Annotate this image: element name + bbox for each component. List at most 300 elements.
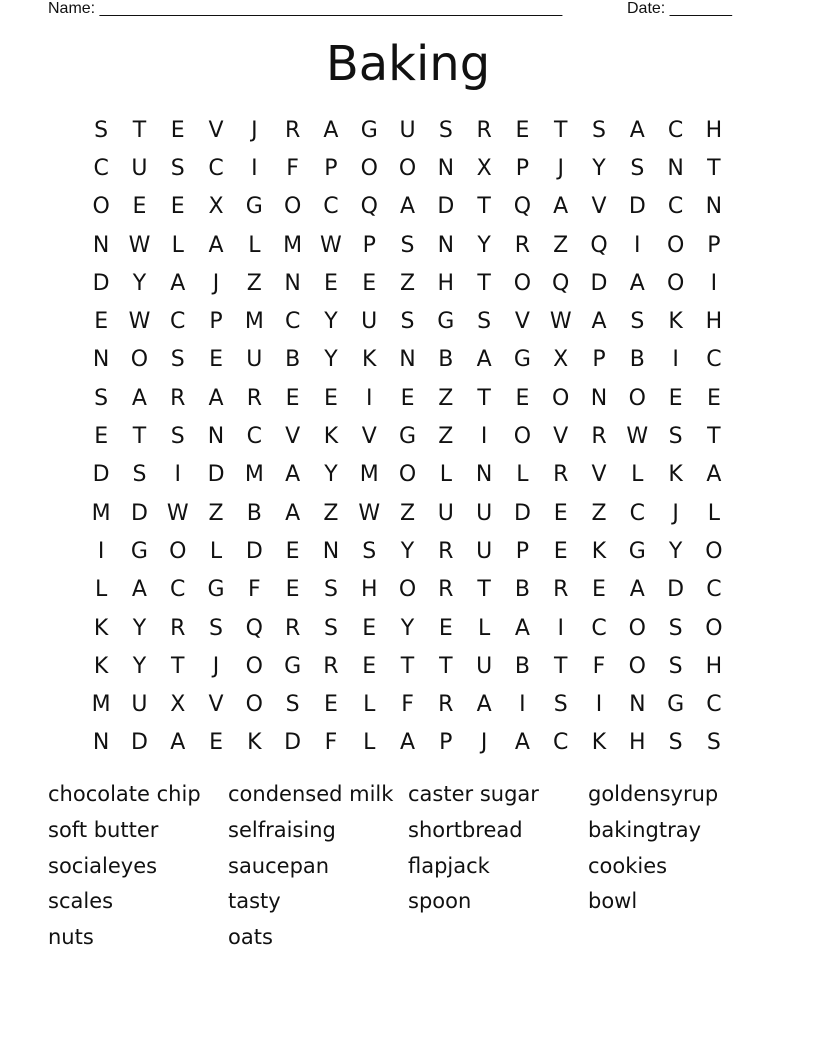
grid-letter[interactable]: I [365,385,373,411]
grid-letter[interactable]: A [476,347,492,373]
grid-letter[interactable]: M [283,232,303,258]
grid-letter[interactable]: S [362,538,377,564]
grid-letter[interactable]: C [323,194,339,220]
grid-letter[interactable]: Y [132,615,147,641]
grid-letter[interactable]: E [94,424,109,450]
grid-letter[interactable]: D [667,577,685,603]
grid-letter[interactable]: T [400,653,415,679]
grid-letter[interactable]: Y [324,462,338,488]
word-list-item: caster sugar [408,782,539,806]
name-field[interactable] [48,0,562,20]
grid-letter[interactable]: N [399,347,416,373]
grid-letter[interactable]: L [477,615,491,641]
grid-letter[interactable]: K [247,730,262,756]
grid-letter[interactable]: B [514,653,530,679]
grid-letter[interactable]: D [245,538,263,564]
grid-letter[interactable]: R [438,538,454,564]
grid-letter[interactable]: S [94,117,109,143]
grid-letter[interactable]: I [97,538,105,564]
grid-letter[interactable]: V [208,117,224,143]
grid-letter[interactable]: I [174,462,181,488]
grid-letter[interactable]: D [590,270,608,296]
grid-letter[interactable]: G [245,194,263,220]
grid-letter[interactable]: E [209,347,223,373]
grid-letter[interactable]: A [629,117,645,143]
grid-letter[interactable]: Y [132,270,147,296]
grid-letter[interactable]: N [92,347,110,373]
grid-letter[interactable]: Q [245,615,263,641]
grid-letter[interactable]: H [360,577,378,603]
grid-letter[interactable]: S [630,155,645,181]
grid-letter[interactable]: C [706,577,722,603]
grid-letter[interactable]: A [591,309,607,335]
grid-letter[interactable]: L [95,577,108,603]
grid-letter[interactable]: E [209,730,223,756]
grid-letter[interactable]: R [514,232,531,258]
grid-letter[interactable]: S [668,730,683,756]
grid-letter[interactable]: G [207,577,225,603]
grid-letter[interactable]: U [476,500,493,526]
grid-letter[interactable]: N [322,538,340,564]
grid-letter[interactable]: X [208,194,224,220]
grid-letter[interactable]: A [208,232,224,258]
grid-letter[interactable]: T [477,194,491,220]
grid-letter[interactable]: O [628,385,646,411]
grid-letter[interactable]: Y [400,538,415,564]
grid-letter[interactable]: W [128,232,151,258]
grid-letter[interactable]: F [248,577,261,603]
grid-letter[interactable]: O [283,194,302,220]
grid-letter[interactable]: I [595,692,603,718]
grid-letter[interactable]: C [667,117,684,143]
grid-letter[interactable]: P [209,309,223,335]
word-list [48,777,768,956]
grid-letter[interactable]: E [553,538,568,564]
grid-letter[interactable]: U [437,500,454,526]
grid-letter[interactable]: V [208,692,224,718]
grid-letter[interactable]: Z [399,500,416,526]
grid-letter[interactable]: R [591,424,607,450]
grid-letter[interactable]: E [400,385,415,411]
grid-letter[interactable]: V [361,424,377,450]
grid-letter[interactable]: D [207,462,225,488]
grid-letter[interactable]: A [285,462,301,488]
grid-letter[interactable]: A [514,615,530,641]
grid-letter[interactable]: H [705,117,723,143]
grid-letter[interactable]: I [634,232,641,258]
grid-letter[interactable]: Z [323,500,339,526]
date-blank-line[interactable]: _______ [669,0,732,17]
grid-letter[interactable]: A [131,385,147,411]
grid-letter[interactable]: K [93,615,109,641]
grid-letter[interactable]: T [132,424,147,450]
grid-letter[interactable]: F [324,730,338,756]
grid-letter[interactable]: I [710,270,718,296]
grid-letter[interactable]: N [590,385,608,411]
grid-letter[interactable]: B [246,500,262,526]
grid-letter[interactable]: S [170,347,185,373]
grid-letter[interactable]: Q [552,270,570,296]
grid-letter[interactable]: I [557,615,564,641]
grid-letter[interactable]: J [480,730,488,756]
grid-letter[interactable]: Z [553,232,569,258]
grid-letter[interactable]: P [592,347,606,373]
grid-letter[interactable]: O [666,270,685,296]
grid-letter[interactable]: C [591,615,607,641]
grid-letter[interactable]: A [399,194,416,220]
grid-letter[interactable]: P [515,155,530,181]
grid-letter[interactable]: B [514,577,530,603]
grid-letter[interactable]: L [248,232,261,258]
grid-letter[interactable]: E [285,538,300,564]
grid-letter[interactable]: R [476,117,492,143]
grid-letter[interactable]: H [437,270,455,296]
grid-letter[interactable]: O [398,577,417,603]
grid-letter[interactable]: E [592,577,606,603]
grid-letter[interactable]: M [244,309,264,335]
grid-letter[interactable]: E [706,385,721,411]
grid-letter[interactable]: U [476,653,493,679]
grid-letter[interactable]: P [362,232,376,258]
grid-letter[interactable]: G [284,653,302,679]
grid-letter[interactable]: P [515,538,530,564]
grid-letter[interactable]: E [323,270,338,296]
grid-letter[interactable]: G [398,424,417,450]
grid-letter[interactable]: A [476,692,492,718]
grid-letter[interactable]: T [132,117,147,143]
grid-letter[interactable]: A [285,500,301,526]
grid-letter[interactable]: L [631,462,644,488]
grid-letter[interactable]: U [361,309,378,335]
grid-letter[interactable]: O [628,653,646,679]
grid-letter[interactable]: A [553,194,569,220]
grid-letter[interactable]: H [705,309,723,335]
grid-letter[interactable]: H [629,730,646,756]
grid-letter[interactable]: R [553,462,569,488]
grid-letter[interactable]: D [130,730,148,756]
grid-letter[interactable]: T [171,653,185,679]
grid-letter[interactable]: C [93,155,109,181]
grid-letter[interactable]: E [285,577,300,603]
grid-letter[interactable]: C [284,309,301,335]
grid-letter[interactable]: I [480,424,488,450]
grid-letter[interactable]: P [439,730,453,756]
grid-letter[interactable]: W [626,424,649,450]
grid-letter[interactable]: J [557,155,564,181]
grid-letter[interactable]: U [131,155,148,181]
grid-letter[interactable]: L [516,462,529,488]
grid-letter[interactable]: R [323,653,339,679]
grid-letter[interactable]: D [437,194,455,220]
grid-letter[interactable]: R [438,577,454,603]
grid-letter[interactable]: E [362,653,377,679]
grid-letter[interactable]: T [707,424,721,450]
grid-letter[interactable]: X [170,692,186,718]
grid-letter[interactable]: S [94,385,109,411]
grid-letter[interactable]: Z [399,270,416,296]
grid-letter[interactable]: Z [591,500,607,526]
grid-letter[interactable]: Y [668,538,683,564]
grid-letter[interactable]: D [92,462,110,488]
grid-letter[interactable]: E [553,500,568,526]
grid-letter[interactable]: O [245,692,263,718]
grid-letter[interactable]: Z [438,385,454,411]
grid-letter[interactable]: F [286,155,299,181]
grid-letter[interactable]: N [207,424,225,450]
grid-letter[interactable]: F [592,653,606,679]
grid-letter[interactable]: O [398,155,417,181]
grid-letter[interactable]: S [438,117,453,143]
grid-letter[interactable]: D [284,730,302,756]
grid-letter[interactable]: N [475,462,493,488]
grid-letter[interactable]: A [131,577,147,603]
word-list-item: nuts [48,925,94,950]
grid-letter[interactable]: C [667,194,684,220]
grid-letter[interactable]: Y [400,615,415,641]
word-search-grid [82,111,733,762]
grid-letter[interactable]: E [285,385,300,411]
grid-letter[interactable]: O [513,424,532,450]
grid-letter[interactable]: Y [132,653,147,679]
grid-letter[interactable]: Q [590,232,608,258]
grid-letter[interactable]: N [629,692,646,718]
grid-letter[interactable]: S [400,232,415,258]
grid-letter[interactable]: U [399,117,416,143]
grid-letter[interactable]: K [323,424,339,450]
grid-letter[interactable]: M [359,462,379,488]
grid-letter[interactable]: S [553,692,568,718]
grid-letter[interactable]: N [437,232,455,258]
grid-letter[interactable]: X [476,155,492,181]
grid-letter[interactable]: S [132,462,147,488]
grid-letter[interactable]: O [398,462,417,488]
grid-letter[interactable]: C [629,500,645,526]
date-field[interactable] [627,0,732,20]
grid-letter[interactable]: C [706,347,722,373]
grid-letter[interactable]: P [324,155,338,181]
grid-letter[interactable]: L [439,462,452,488]
grid-letter[interactable]: D [130,500,148,526]
grid-letter[interactable]: N [667,155,684,181]
grid-letter[interactable]: S [323,615,338,641]
grid-letter[interactable]: G [130,538,148,564]
grid-letter[interactable]: E [132,194,147,220]
grid-letter[interactable]: R [170,385,186,411]
grid-letter[interactable]: O [130,347,149,373]
grid-letter[interactable]: O [628,615,646,641]
grid-letter[interactable]: A [514,730,530,756]
grid-letter[interactable]: N [92,232,110,258]
grid-letter[interactable]: M [244,462,264,488]
grid-letter[interactable]: Y [324,309,338,335]
grid-letter[interactable]: P [707,232,721,258]
grid-letter[interactable]: N [284,270,301,296]
grid-letter[interactable]: L [363,730,376,756]
grid-letter[interactable]: B [438,347,454,373]
grid-letter[interactable]: E [323,692,338,718]
grid-letter[interactable]: L [707,500,721,526]
grid-letter[interactable]: E [94,309,109,335]
grid-letter[interactable]: E [438,615,453,641]
grid-letter[interactable]: A [208,385,224,411]
grid-letter[interactable]: L [209,538,223,564]
grid-letter[interactable]: E [515,385,530,411]
grid-letter[interactable]: S [668,615,683,641]
grid-letter[interactable]: G [360,117,378,143]
grid-letter[interactable]: V [514,309,530,335]
grid-letter[interactable]: G [628,538,646,564]
grid-letter[interactable]: B [285,347,301,373]
grid-letter[interactable]: W [358,500,381,526]
grid-letter[interactable]: R [438,692,454,718]
grid-letter[interactable]: Q [360,194,378,220]
grid-letter[interactable]: M [91,500,111,526]
grid-letter[interactable]: U [476,538,493,564]
grid-letter[interactable]: J [212,653,220,679]
grid-letter[interactable]: C [246,424,263,450]
grid-letter[interactable]: U [131,692,148,718]
grid-letter[interactable]: A [399,730,416,756]
grid-letter[interactable]: O [666,232,685,258]
grid-letter[interactable]: R [170,615,186,641]
grid-letter[interactable]: R [284,117,301,143]
grid-letter[interactable]: L [363,692,376,718]
grid-letter[interactable]: S [400,309,415,335]
grid-letter[interactable]: S [170,155,185,181]
grid-letter[interactable]: T [553,117,568,143]
grid-letter[interactable]: E [170,117,185,143]
grid-letter[interactable]: V [285,424,301,450]
grid-letter[interactable]: O [360,155,378,181]
grid-letter[interactable]: H [705,653,723,679]
grid-letter[interactable]: G [437,309,455,335]
grid-letter[interactable]: A [629,270,645,296]
grid-letter[interactable]: A [629,577,645,603]
grid-letter[interactable]: J [251,117,258,143]
grid-letter[interactable]: E [362,270,377,296]
grid-letter[interactable]: T [553,653,568,679]
grid-letter[interactable]: T [439,653,453,679]
grid-letter[interactable]: Y [324,347,338,373]
grid-letter[interactable]: Z [246,270,262,296]
grid-letter[interactable]: R [284,615,301,641]
grid-letter[interactable]: W [128,309,151,335]
grid-letter[interactable]: O [552,385,570,411]
grid-letter[interactable]: T [477,385,491,411]
grid-letter[interactable]: S [170,424,185,450]
grid-letter[interactable]: S [323,577,338,603]
grid-letter[interactable]: Z [208,500,224,526]
grid-letter[interactable]: K [668,309,683,335]
grid-letter[interactable]: V [591,462,607,488]
grid-letter[interactable]: V [553,424,569,450]
grid-letter[interactable]: T [477,270,491,296]
grid-letter[interactable]: D [92,270,110,296]
name-blank-line[interactable]: ____________________________________________________ [99,0,563,17]
grid-letter[interactable]: K [93,653,109,679]
grid-letter[interactable]: O [169,538,187,564]
grid-letter[interactable]: S [209,615,224,641]
grid-letter[interactable]: Y [477,232,491,258]
grid-letter[interactable]: O [92,194,110,220]
grid-letter[interactable]: C [170,309,186,335]
grid-letter[interactable]: Y [592,155,606,181]
grid-letter[interactable]: N [705,194,723,220]
grid-letter[interactable]: X [553,347,569,373]
grid-letter[interactable]: A [170,270,186,296]
grid-letter[interactable]: I [672,347,679,373]
grid-letter[interactable]: Q [513,194,532,220]
grid-letter[interactable]: W [549,309,572,335]
grid-letter[interactable]: S [706,730,721,756]
grid-letter[interactable]: K [362,347,377,373]
word-list-item: cookies [588,853,668,878]
grid-letter[interactable]: S [285,692,300,718]
grid-letter[interactable]: I [519,692,526,718]
grid-letter[interactable]: K [591,730,607,756]
grid-letter[interactable]: K [668,462,683,488]
word-list-item: bakingtray [588,817,701,842]
grid-letter[interactable]: O [513,270,532,296]
grid-letter[interactable]: O [245,653,263,679]
grid-letter[interactable]: O [705,538,723,564]
grid-letter[interactable]: K [591,538,607,564]
grid-letter[interactable]: U [246,347,263,373]
grid-letter[interactable]: S [630,309,645,335]
grid-letter[interactable]: G [513,347,531,373]
grid-letter[interactable]: E [170,194,185,220]
grid-letter[interactable]: C [553,730,569,756]
grid-letter[interactable]: A [170,730,186,756]
grid-letter[interactable]: W [320,232,342,258]
grid-letter[interactable]: N [437,155,455,181]
grid-letter[interactable]: T [477,577,491,603]
grid-letter[interactable]: E [668,385,683,411]
grid-letter[interactable]: G [667,692,685,718]
grid-letter[interactable]: Z [438,424,454,450]
grid-letter[interactable]: S [592,117,606,143]
grid-letter[interactable]: A [323,117,339,143]
grid-letter[interactable]: J [672,500,679,526]
grid-letter[interactable]: C [208,155,224,181]
grid-letter[interactable]: D [513,500,531,526]
grid-letter[interactable]: S [477,309,492,335]
grid-letter[interactable]: E [515,117,530,143]
grid-letter[interactable]: R [246,385,262,411]
grid-letter[interactable]: O [705,615,723,641]
word-list-item: scales [48,889,114,914]
grid-letter[interactable]: L [171,232,184,258]
grid-letter[interactable]: F [401,692,414,718]
grid-letter[interactable]: T [707,155,721,181]
grid-letter[interactable]: D [628,194,646,220]
grid-letter[interactable]: S [668,653,683,679]
grid-letter[interactable]: C [706,692,722,718]
grid-letter[interactable]: B [629,347,645,373]
grid-letter[interactable]: V [591,194,607,220]
grid-letter[interactable]: R [553,577,569,603]
grid-letter[interactable]: C [170,577,186,603]
grid-letter[interactable]: M [91,692,111,718]
grid-letter[interactable]: S [668,424,683,450]
grid-letter[interactable]: J [212,270,220,296]
grid-letter[interactable]: W [166,500,189,526]
grid-letter[interactable]: A [706,462,722,488]
grid-letter[interactable]: E [362,615,377,641]
grid-letter[interactable]: N [92,730,110,756]
grid-letter[interactable]: E [323,385,338,411]
grid-letter[interactable]: I [251,155,258,181]
